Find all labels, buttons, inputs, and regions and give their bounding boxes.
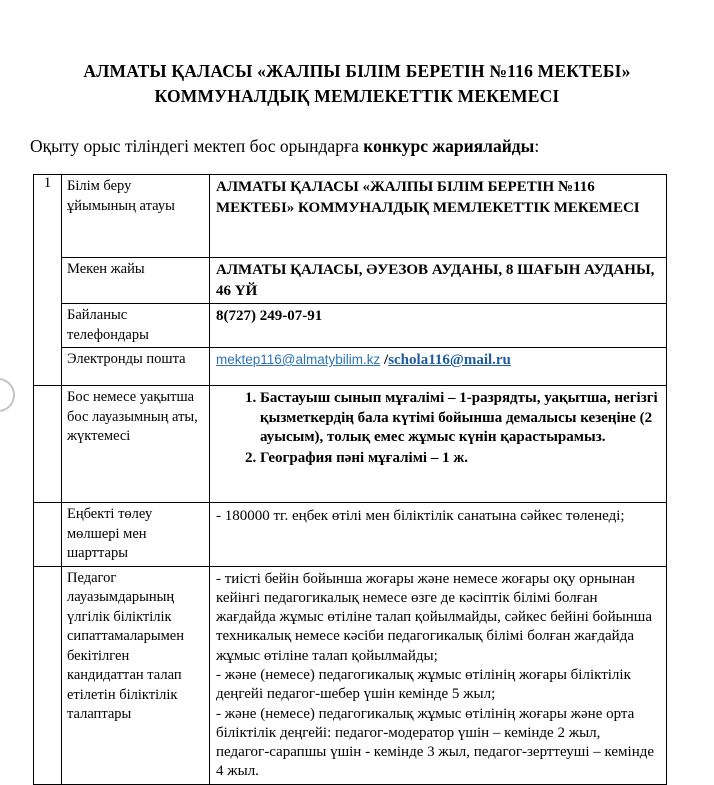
table-row bbox=[34, 386, 667, 503]
row-group-number-cell bbox=[34, 175, 62, 386]
label-cell-vacancies bbox=[62, 386, 210, 503]
label-cell-phone bbox=[62, 304, 210, 348]
table-row bbox=[34, 175, 667, 258]
value-cell-phone bbox=[210, 304, 667, 348]
partial-circle-decoration bbox=[0, 378, 15, 412]
intro-paragraph bbox=[30, 135, 690, 157]
empty-number-cell bbox=[34, 566, 62, 784]
label-email: Электронды пошта bbox=[67, 351, 186, 367]
value-cell-requirements bbox=[210, 566, 667, 784]
label-organization: Білім беру ұйымының атауы bbox=[67, 178, 175, 214]
document-title-line2: КОММУНАЛДЫҚ МЕМЛЕКЕТТІК МЕКЕМЕСІ bbox=[154, 86, 560, 106]
document-title bbox=[0, 59, 714, 109]
empty-number-cell bbox=[34, 503, 62, 567]
intro-bold-text: конкурс жариялайды bbox=[363, 136, 535, 156]
vacancy-list-item: 1. Бастауыш сынып мұғалімі – 1-разрядты, уақытша, негізгі қызметкердің бала күтімі бойынша демалысы кезеңіне (2 ауысым), толық емес жұмыс күнін қарастырамыз. bbox=[260, 389, 658, 448]
label-phone: Байланыс телефондары bbox=[67, 307, 149, 343]
value-cell-organization bbox=[210, 175, 667, 258]
label-cell-address bbox=[62, 258, 210, 304]
value-cell-email bbox=[210, 348, 667, 386]
email-separator: / bbox=[380, 352, 389, 368]
email-link-primary[interactable]: mektep116@almatybilim.kz bbox=[216, 352, 381, 367]
vacancy-list bbox=[210, 389, 666, 468]
value-requirements bbox=[210, 567, 666, 784]
label-cell-requirements bbox=[62, 566, 210, 784]
empty-number-cell bbox=[34, 386, 62, 503]
label-cell-organization bbox=[62, 175, 210, 258]
intro-prefix: Оқыту орыс тіліндегі мектеп бос орындарға bbox=[30, 136, 364, 156]
vacancy-table bbox=[33, 174, 667, 785]
label-cell-email bbox=[62, 348, 210, 386]
value-salary: - 180000 тг. еңбек өтілі мен біліктілік санатына сәйкес төленеді; bbox=[216, 508, 625, 524]
row-group-number: 1 bbox=[43, 175, 52, 191]
value-cell-address bbox=[210, 258, 667, 304]
label-address: Мекен жайы bbox=[67, 261, 145, 277]
email-link-secondary[interactable]: schola116@mail.ru bbox=[388, 352, 511, 368]
requirement-paragraph: - тиісті бейін бойынша жоғары және немесе жоғары оқу орнынан кейінгі педагогикалық немесе өзге де кәсіптік білімі болған жағдайда жұмыс өтіліне талап қойылмайды, сәйкес бейіні бойынша техникалық немесе кәсіби педагогикалық білімі болған жағдайда жұмыс өтіліне талап қойылмайды; bbox=[216, 570, 652, 664]
vacancy-list-item: 2. География пәні мұғалімі – 1 ж. bbox=[260, 449, 658, 469]
intro-suffix: : bbox=[534, 136, 540, 156]
value-address: АЛМАТЫ ҚАЛАСЫ, ӘУЕЗОВ АУДАНЫ, 8 ШАҒЫН АУДАНЫ, 46 ҮЙ bbox=[216, 262, 655, 299]
requirement-paragraph: - және (немесе) педагогикалық жұмыс өтілінің жоғары және орта біліктілік деңгейі: педагог-модератор үшін – кемінде 2 жыл, педагог-сарапшы үшін - кемінде 3 жыл, педагог-зерттеуші – кемінде 4 жыл. bbox=[216, 705, 655, 780]
table-row bbox=[34, 503, 667, 567]
table-row bbox=[34, 258, 667, 304]
label-requirements: Педагог лауазымдарының үлгілік біліктілік сипаттамаларымен бекітілген кандидаттан талап етілетін біліктілік талаптары bbox=[67, 569, 184, 722]
label-salary: Еңбекті төлеу мөлшері мен шарттары bbox=[67, 506, 153, 561]
label-vacancies: Бос немесе уақытша бос лауазымның аты, жүктемесі bbox=[67, 389, 198, 444]
table-row bbox=[34, 348, 667, 386]
table-row bbox=[34, 566, 667, 784]
label-cell-salary bbox=[62, 503, 210, 567]
table-row bbox=[34, 304, 667, 348]
document-title-line1: АЛМАТЫ ҚАЛАСЫ «ЖАЛПЫ БІЛІМ БЕРЕТІН №116 МЕКТЕБІ» bbox=[83, 61, 631, 81]
value-organization: АЛМАТЫ ҚАЛАСЫ «ЖАЛПЫ БІЛІМ БЕРЕТІН №116 МЕКТЕБІ» КОММУНАЛДЫҚ МЕМЛЕКЕТТІК МЕКЕМЕСІ bbox=[216, 179, 640, 216]
value-cell-vacancies bbox=[210, 386, 667, 503]
requirement-paragraph: - және (немесе) педагогикалық жұмыс өтілінің жоғары біліктілік деңгейі педагог-шебер үшін кемінде 5 жыл; bbox=[216, 666, 631, 703]
value-phone: 8(727) 249-07-91 bbox=[216, 308, 323, 324]
value-cell-salary bbox=[210, 503, 667, 567]
